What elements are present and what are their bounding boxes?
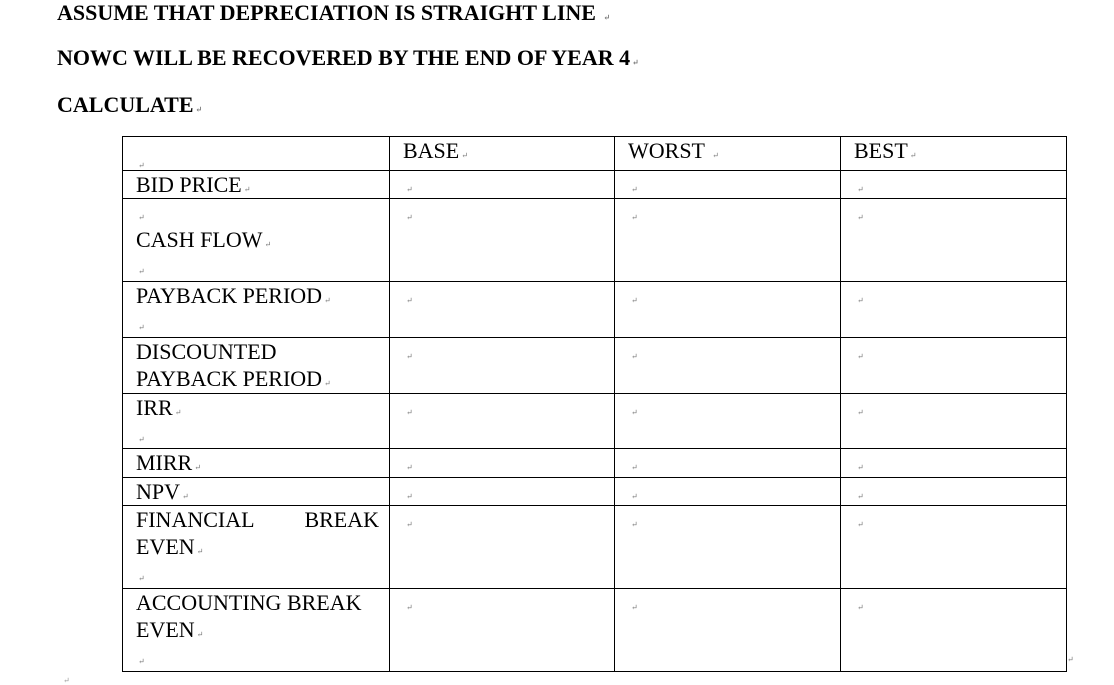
- row-label-payback-period[interactable]: PAYBACK PERIOD ↵ ↵: [123, 282, 390, 338]
- cell-worst[interactable]: [615, 338, 841, 394]
- paragraph-mark-icon: ↵: [63, 676, 70, 685]
- cell-base[interactable]: [390, 338, 615, 394]
- paragraph-mark-icon: ↵: [406, 603, 413, 612]
- cell-base[interactable]: [390, 282, 615, 338]
- paragraph-mark-icon: ↵: [631, 213, 638, 222]
- row-label-mirr[interactable]: MIRR ↵: [123, 449, 390, 478]
- table-row: [123, 506, 1067, 589]
- heading-nowc: NOWC WILL BE RECOVERED BY THE END OF YEAR 4 ↵: [57, 45, 639, 70]
- paragraph-mark-icon: ↵: [857, 213, 864, 222]
- cell-worst[interactable]: [615, 171, 841, 199]
- cell-base[interactable]: [390, 394, 615, 449]
- cell-best[interactable]: [841, 282, 1067, 338]
- cell-base[interactable]: [390, 449, 615, 478]
- cell-base[interactable]: [390, 478, 615, 506]
- paragraph-mark-icon: ↵: [631, 520, 638, 529]
- paragraph-mark-icon: ↵: [857, 408, 864, 417]
- paragraph-mark-icon: ↵: [406, 185, 413, 194]
- table-row: [123, 338, 1067, 394]
- paragraph-mark-icon: ↵: [631, 352, 638, 361]
- paragraph-mark-icon: ↵: [138, 323, 145, 332]
- paragraph-mark-icon: ↵: [631, 185, 638, 194]
- table-row: [123, 449, 1067, 478]
- cell-worst[interactable]: [615, 506, 841, 589]
- cell-best[interactable]: [841, 589, 1067, 672]
- paragraph-mark-icon: ↵: [264, 240, 272, 249]
- paragraph-mark-icon: ↵: [631, 492, 638, 501]
- cell-best[interactable]: [841, 394, 1067, 449]
- cell-base[interactable]: [390, 506, 615, 589]
- paragraph-mark-icon: ↵: [174, 408, 182, 417]
- cell-base[interactable]: [390, 171, 615, 199]
- cell-best[interactable]: [841, 171, 1067, 199]
- paragraph-mark-icon: ↵: [632, 58, 639, 67]
- paragraph-mark-icon: ↵: [631, 603, 638, 612]
- paragraph-mark-icon: ↵: [195, 105, 203, 114]
- row-label-cash-flow[interactable]: ↵ CASH FLOW ↵ ↵: [123, 199, 390, 282]
- heading-depreciation: ASSUME THAT DEPRECIATION IS STRAIGHT LINE ↵: [57, 0, 611, 25]
- row-label-bid-price[interactable]: BID PRICE ↵: [123, 171, 390, 199]
- paragraph-mark-icon: ↵: [406, 296, 413, 305]
- row-label-npv[interactable]: NPV ↵: [123, 478, 390, 506]
- paragraph-mark-icon: ↵: [857, 185, 864, 194]
- header-cell-worst[interactable]: WORST ↵: [615, 137, 841, 171]
- paragraph-mark-icon: ↵: [631, 296, 638, 305]
- paragraph-mark-icon: ↵: [406, 463, 413, 472]
- paragraph-mark-icon: ↵: [406, 520, 413, 529]
- paragraph-mark-icon: ↵: [138, 574, 145, 583]
- cell-best[interactable]: [841, 338, 1067, 394]
- paragraph-mark-icon: ↵: [196, 547, 204, 556]
- table-row: [123, 171, 1067, 199]
- paragraph-mark-icon: ↵: [857, 603, 864, 612]
- table-row: [123, 589, 1067, 672]
- paragraph-mark-icon: ↵: [324, 296, 331, 305]
- cell-worst[interactable]: [615, 282, 841, 338]
- paragraph-mark-icon: ↵: [138, 161, 145, 170]
- table-row: [123, 282, 1067, 338]
- cell-base[interactable]: [390, 199, 615, 282]
- paragraph-mark-icon: ↵: [196, 630, 204, 639]
- row-label-financial-break-even[interactable]: FINANCIAL BREAK EVEN ↵ ↵: [123, 506, 390, 589]
- paragraph-mark-icon: ↵: [857, 520, 864, 529]
- cell-worst[interactable]: [615, 478, 841, 506]
- paragraph-mark-icon: ↵: [324, 379, 331, 388]
- cell-worst[interactable]: [615, 449, 841, 478]
- cell-best[interactable]: [841, 199, 1067, 282]
- cell-best[interactable]: [841, 478, 1067, 506]
- paragraph-mark-icon: ↵: [631, 408, 638, 417]
- paragraph-mark-icon: ↵: [406, 352, 413, 361]
- paragraph-mark-icon: ↵: [406, 408, 413, 417]
- row-label-irr[interactable]: IRR ↵ ↵: [123, 394, 390, 449]
- paragraph-mark-icon: ↵: [406, 213, 413, 222]
- cell-worst[interactable]: [615, 394, 841, 449]
- paragraph-mark-icon: ↵: [138, 213, 145, 222]
- paragraph-mark-icon: ↵: [857, 296, 864, 305]
- paragraph-mark-icon: ↵: [182, 492, 189, 501]
- paragraph-mark-icon: ↵: [138, 435, 145, 444]
- paragraph-mark-icon: ↵: [603, 13, 611, 22]
- paragraph-mark-icon: ↵: [857, 463, 864, 472]
- paragraph-mark-icon: ↵: [138, 657, 145, 666]
- cell-best[interactable]: [841, 449, 1067, 478]
- paragraph-mark-icon: ↵: [631, 463, 638, 472]
- paragraph-mark-icon: ↵: [909, 151, 917, 160]
- heading-calculate: CALCULATE ↵: [57, 92, 203, 117]
- table-row: [123, 394, 1067, 449]
- header-cell-base[interactable]: BASE ↵: [390, 137, 615, 171]
- table-end-mark-icon: ↵: [1067, 655, 1074, 664]
- paragraph-mark-icon: ↵: [138, 267, 145, 276]
- calculation-table: [122, 136, 1067, 672]
- header-cell-empty[interactable]: [123, 137, 390, 171]
- cell-worst[interactable]: [615, 199, 841, 282]
- cell-base[interactable]: [390, 589, 615, 672]
- paragraph-mark-icon: ↵: [406, 492, 413, 501]
- header-cell-best[interactable]: BEST ↵: [841, 137, 1067, 171]
- paragraph-mark-icon: ↵: [194, 463, 201, 472]
- paragraph-mark-icon: ↵: [857, 352, 864, 361]
- row-label-accounting-break-even[interactable]: ACCOUNTING BREAK EVEN ↵ ↵: [123, 589, 390, 672]
- cell-best[interactable]: [841, 506, 1067, 589]
- cell-worst[interactable]: [615, 589, 841, 672]
- paragraph-mark-icon: ↵: [857, 492, 864, 501]
- paragraph-mark-icon: ↵: [712, 151, 719, 160]
- table-row: [123, 478, 1067, 506]
- row-label-discounted-payback-period[interactable]: DISCOUNTED PAYBACK PERIOD ↵: [123, 338, 390, 394]
- table-row: [123, 199, 1067, 282]
- table-header-row: [123, 137, 1067, 171]
- paragraph-mark-icon: ↵: [461, 151, 468, 160]
- paragraph-mark-icon: ↵: [243, 185, 251, 194]
